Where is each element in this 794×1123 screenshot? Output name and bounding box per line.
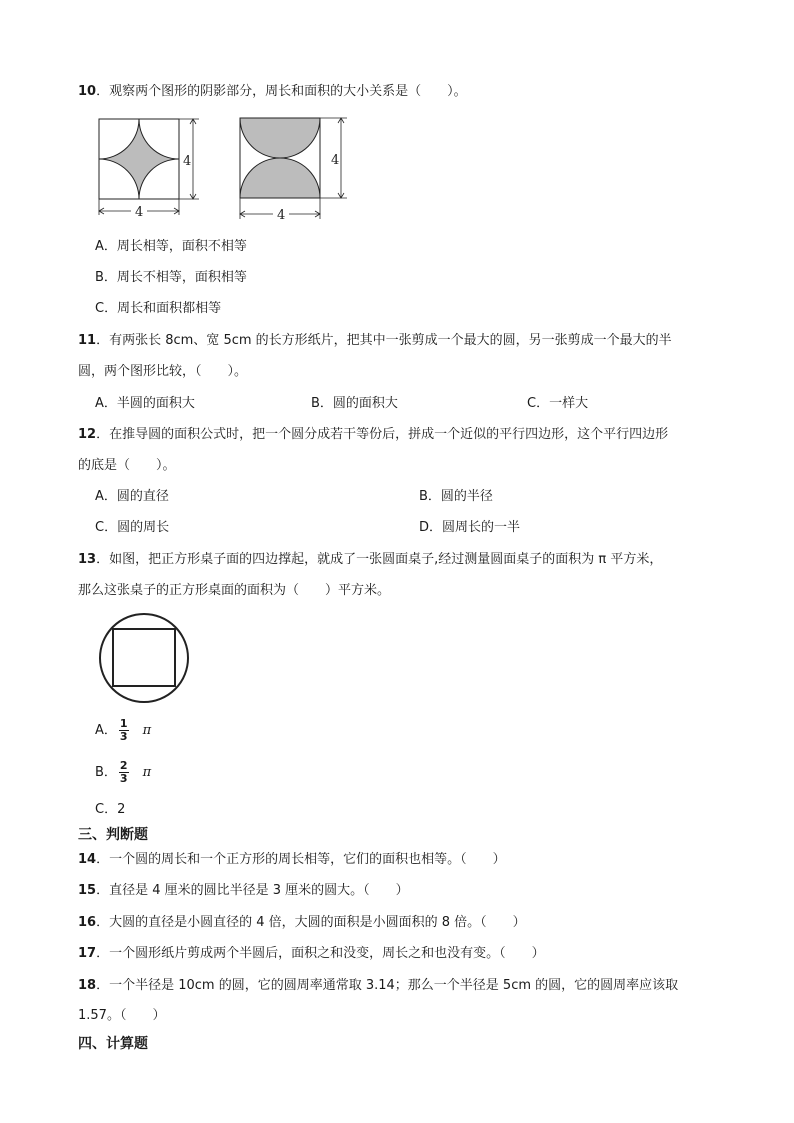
pi-symbol: π (142, 723, 152, 738)
fraction-numerator: 1 (119, 717, 128, 730)
question-number: 15 (78, 883, 97, 898)
figure-concave-star (95, 113, 207, 221)
section-heading: 四、计算题 (78, 1036, 148, 1052)
dimension-label-width: 4 (135, 205, 144, 220)
dimension-label-height: 4 (183, 154, 192, 169)
pi-symbol: π (142, 765, 152, 780)
question-18-continued: 1.57。（ ） (78, 1008, 166, 1023)
option-a[interactable] (95, 716, 151, 746)
figure-shaded-region (99, 119, 179, 199)
option-a[interactable]: A．半圆的面积大 (95, 396, 195, 411)
question-11 (78, 332, 672, 350)
question-number: 17 (78, 946, 97, 961)
option-b[interactable] (95, 758, 151, 788)
question-number: 14 (78, 852, 97, 867)
option-c[interactable]: C．一样大 (527, 396, 589, 411)
option-c[interactable]: C．周长和面积都相等 (95, 301, 222, 316)
dimension-label-width: 4 (277, 208, 286, 223)
question-14 (78, 851, 506, 869)
option-label: B． (95, 765, 117, 780)
question-number: 18 (78, 978, 97, 993)
question-text: ．在推导圆的面积公式时，把一个圆分成若干等份后，拼成一个近似的平行四边形，这个平行四边形 (96, 427, 669, 442)
question-17 (78, 945, 545, 963)
question-number: 11 (78, 333, 97, 348)
option-c[interactable]: C．圆的周长 (95, 520, 170, 535)
option-d[interactable]: D．圆周长的一半 (419, 520, 521, 535)
question-text: ．直径是 4 厘米的圆比半径是 3 厘米的圆大。（ ） (96, 883, 409, 898)
dimension-label-height: 4 (331, 153, 340, 168)
question-text: ．一个圆形纸片剪成两个半圆后，面积之和没变，周长之和也没有变。（ ） (96, 946, 545, 961)
question-18 (78, 977, 678, 995)
question-number: 13 (78, 552, 97, 567)
figure-hourglass (235, 113, 355, 225)
fraction (119, 718, 129, 743)
option-b[interactable]: B．圆的面积大 (311, 396, 398, 411)
question-number: 16 (78, 915, 97, 930)
question-12 (78, 426, 668, 444)
figure-square (113, 629, 175, 686)
question-text: ．观察两个图形的阴影部分，周长和面积的大小关系是（ ）。 (96, 84, 467, 99)
question-number: 10 (78, 84, 97, 99)
fraction-denominator: 3 (119, 772, 128, 785)
option-b[interactable]: B．周长不相等，面积相等 (95, 270, 247, 285)
fraction (119, 760, 129, 785)
figure-circle-square (97, 613, 195, 703)
question-16 (78, 914, 526, 932)
figure-shaded-bottom (240, 158, 320, 198)
question-number: 12 (78, 427, 97, 442)
question-13-continued: 那么这张桌子的正方形桌面的面积为（ ）平方米。 (78, 583, 391, 598)
question-text: ．大圆的直径是小圆直径的 4 倍，大圆的面积是小圆面积的 8 倍。（ ） (96, 915, 526, 930)
question-10 (78, 83, 467, 101)
question-text: ．有两张长 8cm、宽 5cm 的长方形纸片，把其中一张剪成一个最大的圆，另一张剪成一个最大的半 (96, 333, 672, 348)
question-text: ．如图，把正方形桌子面的四边撑起，就成了一张圆面桌子,经过测量圆面桌子的面积为 π 平方米， (96, 552, 663, 567)
question-13 (78, 551, 662, 569)
option-a[interactable]: A．圆的直径 (95, 489, 169, 504)
option-label: A． (95, 723, 117, 738)
option-b[interactable]: B．圆的半径 (419, 489, 493, 504)
option-a[interactable]: A．周长相等，面积不相等 (95, 239, 247, 254)
option-c[interactable]: C．2 (95, 802, 126, 817)
question-15 (78, 882, 409, 900)
fraction-denominator: 3 (119, 730, 128, 743)
fraction-numerator: 2 (119, 759, 128, 772)
question-text: ．一个圆的周长和一个正方形的周长相等，它们的面积也相等。（ ） (96, 852, 506, 867)
section-heading: 三、判断题 (78, 827, 148, 843)
figure-shaded-top (240, 118, 320, 158)
question-text: ．一个半径是 10cm 的圆，它的圆周率通常取 3.14；那么一个半径是 5cm 的圆，它的圆周率应该取 (96, 978, 679, 993)
question-12-continued: 的底是（ ）。 (78, 458, 176, 473)
question-11-continued: 圆，两个图形比较，（ ）。 (78, 364, 248, 379)
